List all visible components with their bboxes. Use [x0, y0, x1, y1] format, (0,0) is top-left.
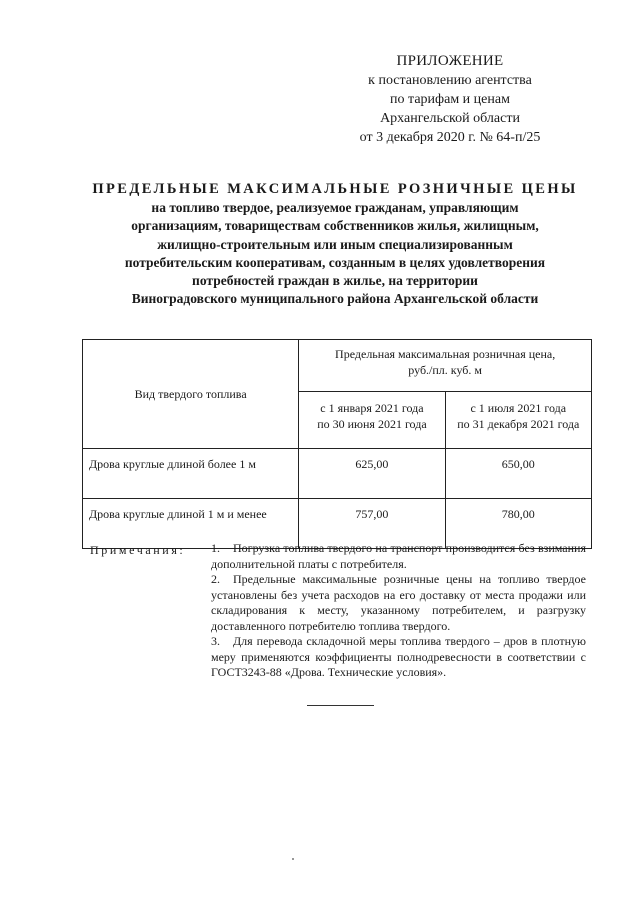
heading-line: потребительским кооперативам, созданным в целях удовлетворения — [124, 254, 546, 270]
appendix-line: Архангельской области — [380, 111, 520, 126]
appendix-line: к постановлению агентства — [368, 73, 532, 88]
appendix-block — [330, 52, 570, 147]
table-header-row — [83, 340, 592, 392]
note-text: Погрузка топлива твердого на транспорт производится без взимания дополнительной платы с потребителя. — [211, 541, 586, 571]
period-line: по 31 декабря 2021 года — [457, 417, 580, 431]
appendix-line: от 3 декабря 2020 г. № 64-п/25 — [359, 130, 541, 145]
appendix-line: по тарифам и ценам — [390, 92, 510, 107]
note-number: 3. — [211, 634, 220, 648]
note-text: Для перевода складочной меры топлива твердого – дров в плотную меру применяются коэффициенты полнодревесности в соответствии с ГОСТ3243-88 «Дрова. Технические условия». — [211, 634, 586, 679]
price-header-line: руб./пл. куб. м — [408, 363, 482, 377]
note-item — [211, 572, 586, 634]
fuel-kind-header: Вид твердого топлива — [83, 340, 299, 449]
closing-divider — [307, 705, 374, 706]
document-heading — [90, 180, 580, 308]
period-line: по 30 июня 2021 года — [317, 417, 427, 431]
scan-speck — [292, 858, 294, 860]
period-line: с 1 января 2021 года — [320, 401, 424, 415]
table-row — [83, 449, 592, 499]
price-table — [82, 339, 592, 549]
note-number: 2. — [211, 572, 220, 586]
heading-main: ПРЕДЕЛЬНЫЕ МАКСИМАЛЬНЫЕ РОЗНИЧНЫЕ ЦЕНЫ — [92, 181, 578, 197]
period-1-header — [299, 392, 445, 449]
note-item — [211, 541, 586, 572]
price-cell: 650,00 — [445, 449, 591, 499]
price-header — [299, 340, 592, 392]
notes-label: Примечания: — [90, 543, 186, 557]
period-line: с 1 июля 2021 года — [470, 401, 567, 415]
note-item — [211, 634, 586, 681]
price-header-line: Предельная максимальная розничная цена, — [335, 347, 556, 361]
heading-line: на топливо твердое, реализуемое гражданам, управляющим — [151, 200, 519, 216]
price-cell: 780,00 — [445, 499, 591, 549]
price-cell: 625,00 — [299, 449, 445, 499]
fuel-kind-cell: Дрова круглые длиной более 1 м — [83, 449, 299, 499]
appendix-title: ПРИЛОЖЕНИЕ — [396, 53, 504, 69]
note-text: Предельные максимальные розничные цены на топливо твердое установлены без учета расходов на его доставку от места продажи или складирования к месту, указанному потребителем, и разгрузку доставленного потребителю топлива твердого. — [211, 572, 586, 633]
notes-list — [211, 541, 586, 681]
heading-line: Виноградовского муниципального района Архангельской области — [131, 291, 539, 307]
heading-line: организациям, товариществам собственников жилья, жилищным, — [131, 218, 539, 234]
note-number: 1. — [211, 541, 220, 555]
heading-line: потребностей граждан в жилье, на территории — [192, 273, 478, 289]
price-cell: 757,00 — [299, 499, 445, 549]
fuel-kind-cell: Дрова круглые длиной 1 м и менее — [83, 499, 299, 549]
heading-line: жилищно-строительным или иным специализированным — [157, 236, 513, 252]
period-2-header — [445, 392, 591, 449]
